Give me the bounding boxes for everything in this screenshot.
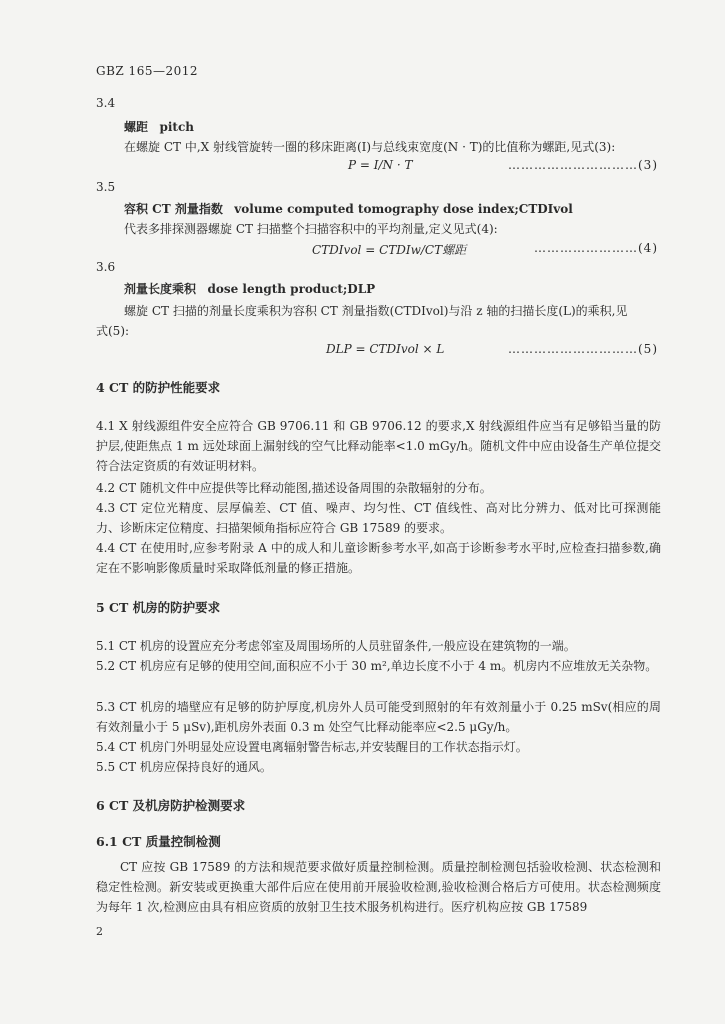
clause-4-1: 4.1 X 射线源组件安全应符合 GB 9706.11 和 GB 9706.12 的要求,X 射线源组件应当有足够铅当量的防护层,使距焦点 1 m 远处球面上漏射线的空气比释动能率<1.0 mGy/h。随机文件中应由设备生产单位提交符合法定资质的有效证明材料。 (96, 419, 661, 473)
equation-5: DLP = CTDIvol × L (326, 342, 445, 356)
clause-5-4: 5.4 CT 机房门外明显处应设置电离辐射警告标志,并安装醒目的工作状态指示灯。 (96, 740, 528, 754)
heading-section-6: 6 CT 及机房防护检测要求 (96, 798, 246, 813)
term-en: volume computed tomography dose index;CTDIvol (234, 202, 573, 216)
clause-6-1-body: CT 应按 GB 17589 的方法和规范要求做好质量控制检测。质量控制检测包括验收检测、状态检测和稳定性检测。新安装或更换重大部件后应在使用前开展验收检测,验收检测合格后方可使用。状态检测频度为每年 1 次,检测应由具有相应资质的放射卫生技术服务机构进行。医疗机构应按 GB 17589 (96, 860, 661, 914)
term-en: pitch (159, 120, 194, 134)
clause-4-4: 4.4 CT 在使用时,应参考附录 A 中的成人和儿童诊断参考水平,如高于诊断参考水平时,应检查扫描参数,确定在不影响影像质量时采取降低剂量的修正措施。 (96, 541, 661, 575)
page-number: 2 (96, 925, 103, 938)
definition-ctdivol: 代表多排探测器螺旋 CT 扫描整个扫描容积中的平均剂量,定义见式(4): (124, 222, 498, 236)
heading-section-5: 5 CT 机房的防护要求 (96, 600, 221, 615)
clause-5-1: 5.1 CT 机房的设置应充分考虑邻室及周围场所的人员驻留条件,一般应设在建筑物的一端。 (96, 639, 576, 653)
clause-5-3: 5.3 CT 机房的墙壁应有足够的防护厚度,机房外人员可能受到照射的年有效剂量小于 0.25 mSv(相应的周有效剂量小于 5 μSv),距机房外表面 0.3 m 处空气比释动能率应<2.5 μGy/h。 (96, 700, 661, 734)
term-cn: 螺距 (124, 120, 149, 134)
equation-5-number: …………………………(5) (508, 342, 658, 356)
heading-section-6-1: 6.1 CT 质量控制检测 (96, 834, 221, 849)
definition-pitch: 在螺旋 CT 中,X 射线管旋转一圈的移床距离(I)与总线束宽度(N · T)的比值称为螺距,见式(3): (124, 140, 616, 154)
term-pitch (124, 118, 194, 135)
equation-3-number: …………………………(3) (508, 158, 658, 172)
equation-3: P = I/N · T (348, 158, 413, 172)
equation-4-number: ……………………(4) (534, 241, 658, 255)
definition-dlp-line1: 螺旋 CT 扫描的剂量长度乘积为容积 CT 剂量指数(CTDIvol)与沿 z 轴的扫描长度(L)的乘积,见 (124, 304, 628, 318)
equation-4: CTDIvol = CTDIw/CT螺距 (312, 243, 467, 257)
term-cn: 容积 CT 剂量指数 (124, 202, 223, 216)
term-cn: 剂量长度乘积 (124, 282, 197, 296)
section-number-3-5: 3.5 (96, 180, 116, 194)
clause-4-3: 4.3 CT 定位光精度、层厚偏差、CT 值、噪声、均匀性、CT 值线性、高对比分辨力、低对比可探测能力、诊断床定位精度、扫描架倾角指标应符合 GB 17589 的要求。 (96, 501, 661, 535)
section-number-3-6: 3.6 (96, 260, 116, 274)
term-dlp (124, 280, 375, 297)
clause-4-2: 4.2 CT 随机文件中应提供等比释动能图,描述设备周围的杂散辐射的分布。 (96, 481, 492, 495)
heading-section-4: 4 CT 的防护性能要求 (96, 380, 221, 395)
definition-dlp-line2: 式(5): (96, 324, 130, 338)
term-en: dose length product;DLP (207, 282, 376, 296)
section-number-3-4: 3.4 (96, 96, 116, 110)
clause-5-2: 5.2 CT 机房应有足够的使用空间,面积应不小于 30 m²,单边长度不小于 4 m。机房内不应堆放无关杂物。 (96, 659, 658, 673)
clause-5-5: 5.5 CT 机房应保持良好的通风。 (96, 760, 272, 774)
standard-code-header: GBZ 165—2012 (96, 64, 198, 78)
term-ctdivol (124, 200, 573, 217)
